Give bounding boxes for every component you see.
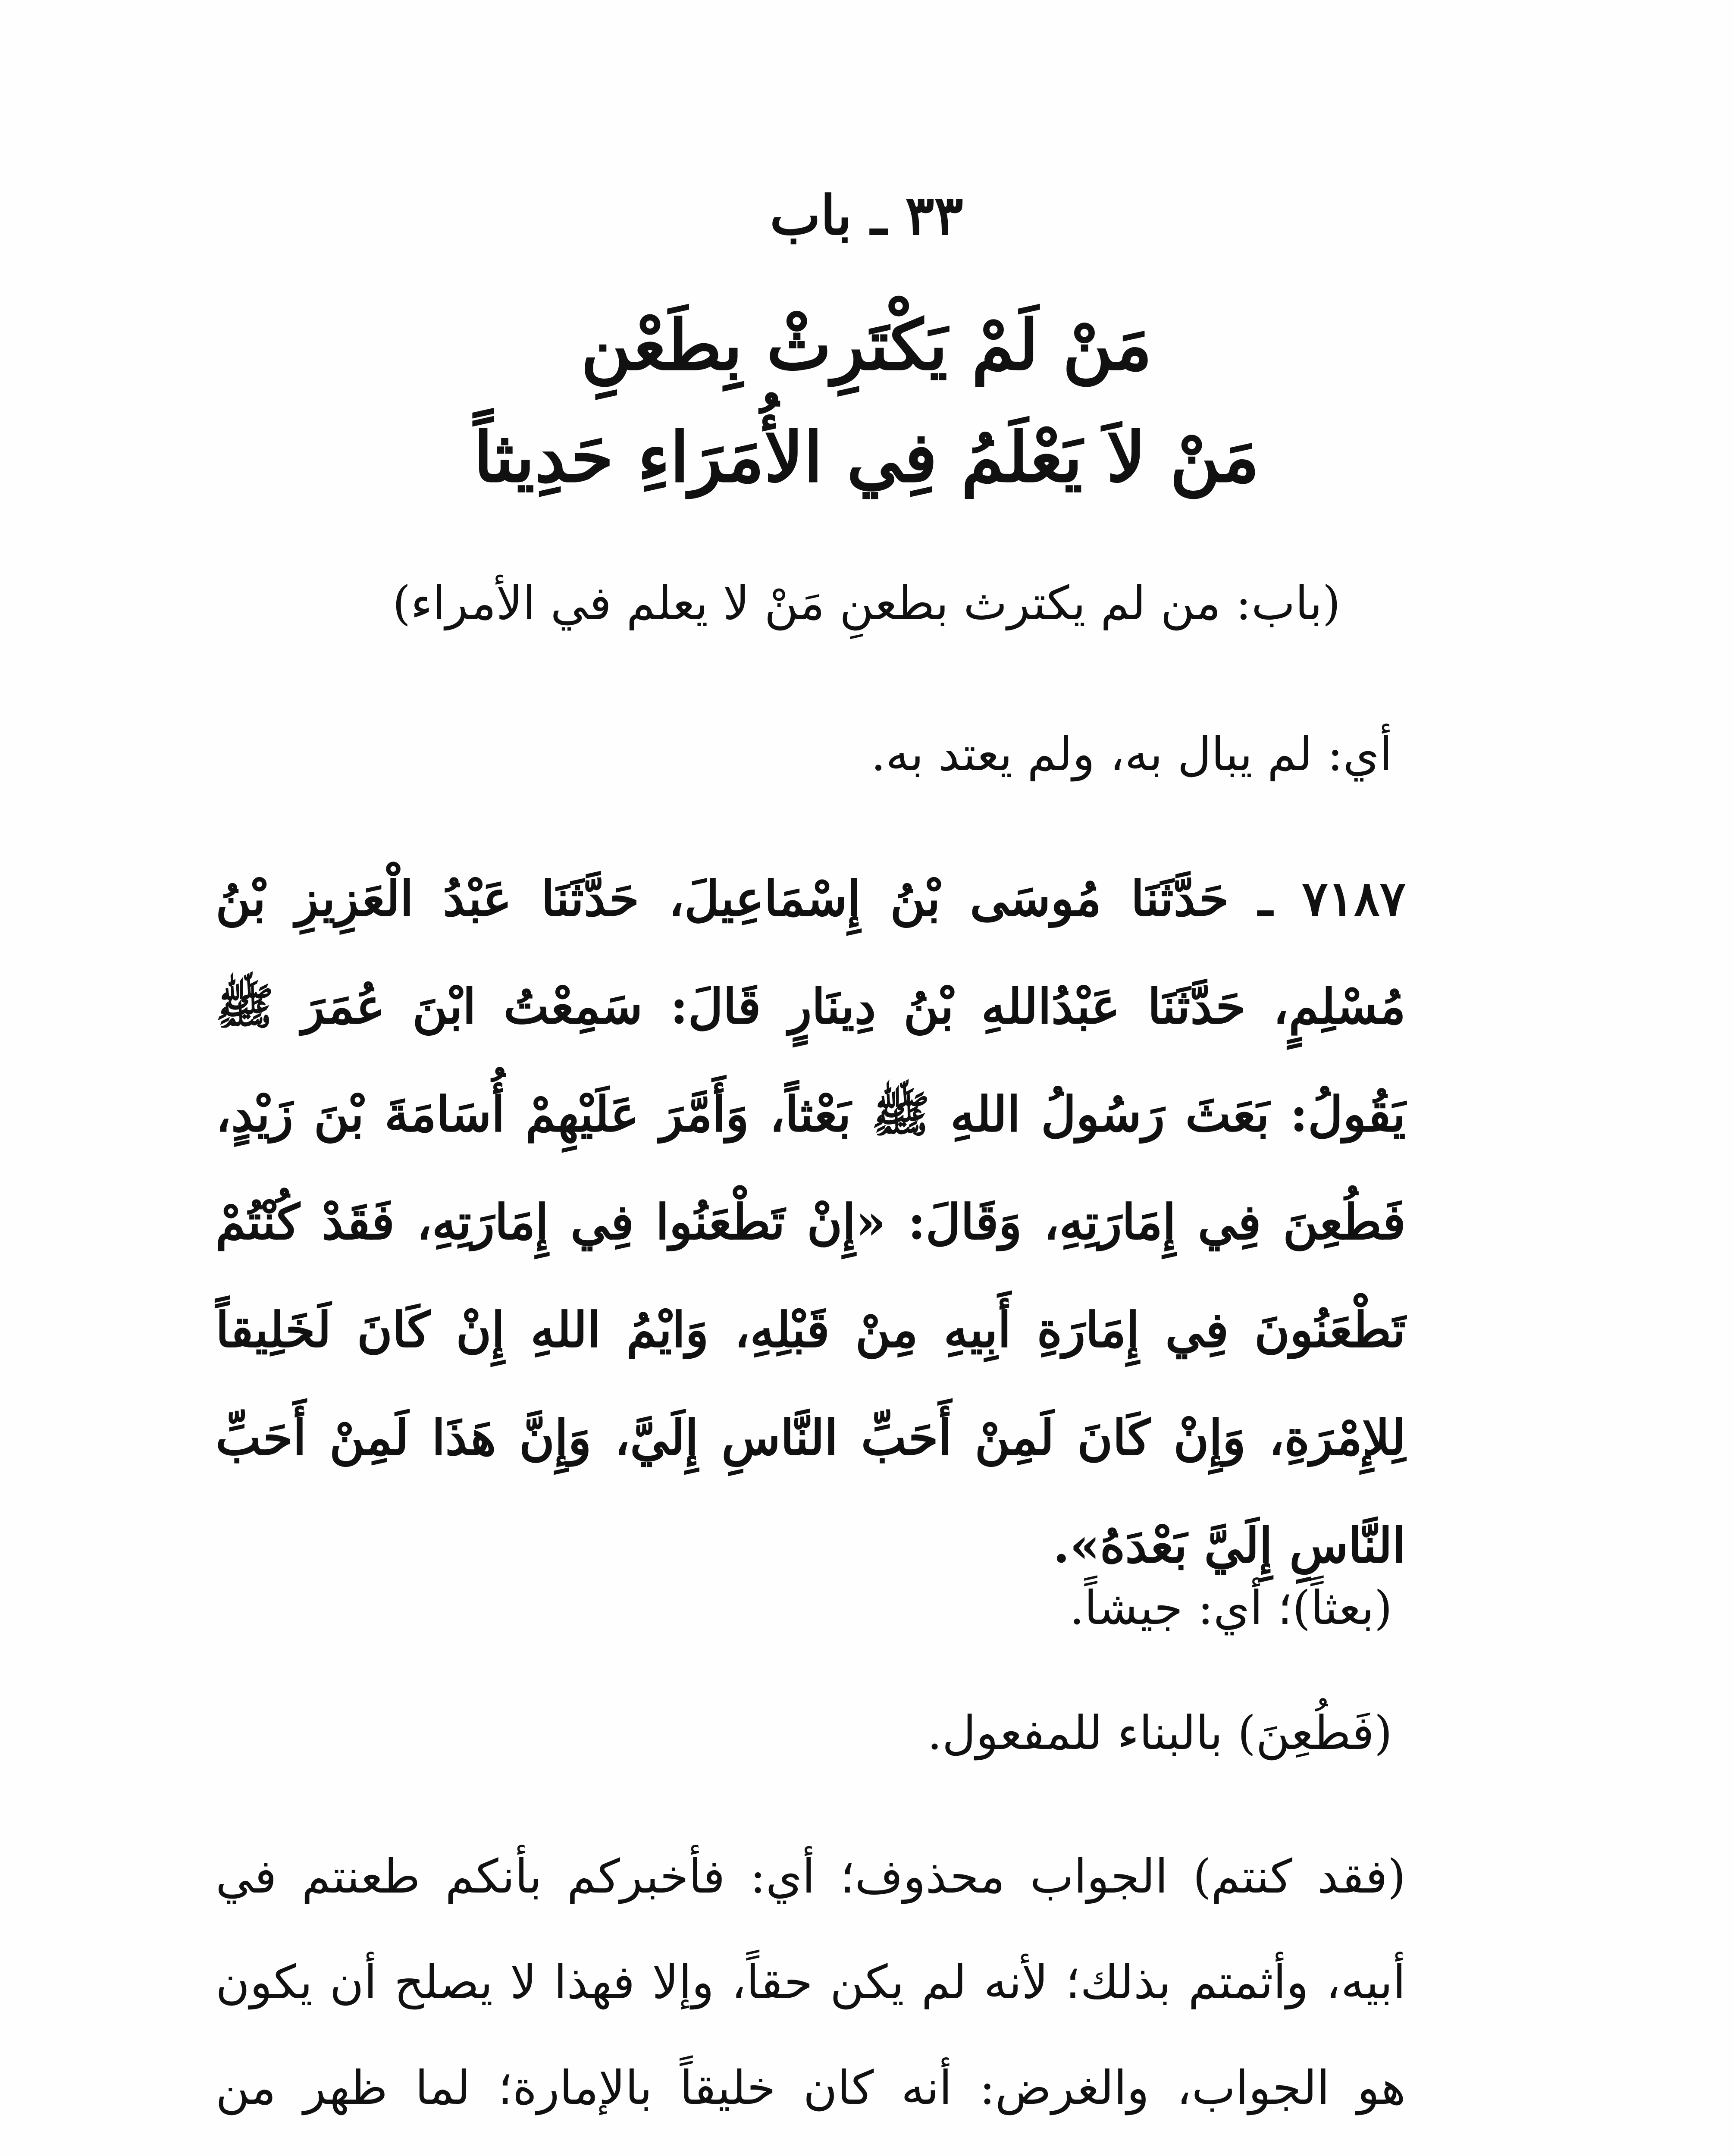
- chapter-sub-heading: (باب: من لم يكترث بطعنِ مَنْ لا يعلم في الأمراء): [392, 577, 1341, 630]
- hadith-text: ٧١٨٧ ـ حَدَّثَنَا مُوسَى بْنُ إِسْمَاعِيلَ، حَدَّثَنَا عَبْدُ الْعَزِيزِ بْنُ مُسْلِمٍ، حَدَّثَنَا عَبْدُاللهِ بْنُ دِينَارٍ قَالَ: سَمِعْتُ ابْنَ عُمَرَ ﷺ يَقُولُ: بَعَثَ رَسُولُ اللهِ ﷺ بَعْثاً، وَأَمَّرَ عَلَيْهِمْ أُسَامَةَ بْنَ زَيْدٍ، فَطُعِنَ فِي إِمَارَتِهِ، وَقَالَ: «إِنْ تَطْعَنُوا فِي إِمَارَتِهِ، فَقَدْ كُنْتُمْ تَطْعَنُونَ فِي إِمَارَةِ أَبِيهِ مِنْ قَبْلِهِ، وَايْمُ اللهِ إِنْ كَانَ لَخَلِيقاً لِلإِمْرَةِ، وَإِنْ كَانَ لَمِنْ أَحَبِّ النَّاسِ إِلَيَّ، وَإِنَّ هَذَا لَمِنْ أَحَبِّ النَّاسِ إِلَيَّ بَعْدَهُ».: [216, 871, 1406, 1574]
- word-note: (بعثاً)؛ أي: جيشاً.: [1069, 1581, 1392, 1635]
- heading-gloss: أي: لم يبال به، ولم يعتد به.: [871, 727, 1392, 781]
- word-note: (فَطُعِنَ) بالبناء للمفعول.: [927, 1706, 1392, 1760]
- commentary-paragraph: (فقد كنتم) الجواب محذوف؛ أي: فأخبركم بأنكم طعنتم في أبيه، وأثمتم بذلك؛ لأنه لم يكن حقاً، وإلا فهذا لا يصلح أن يكون هو الجواب، والغرض: أنه كان خليقاً بالإمارة؛ لما ظهر من: [216, 1850, 1406, 2115]
- chapter-title-line-1: مَنْ لَمْ يَكْتَرِثْ بِطَعْنِ: [581, 304, 1152, 385]
- chapter-number: ٣٣ ـ باب: [770, 184, 963, 247]
- chapter-title-line-2: مَنْ لاَ يَعْلَمُ فِي الأُمَرَاءِ حَدِيثاً: [473, 417, 1260, 498]
